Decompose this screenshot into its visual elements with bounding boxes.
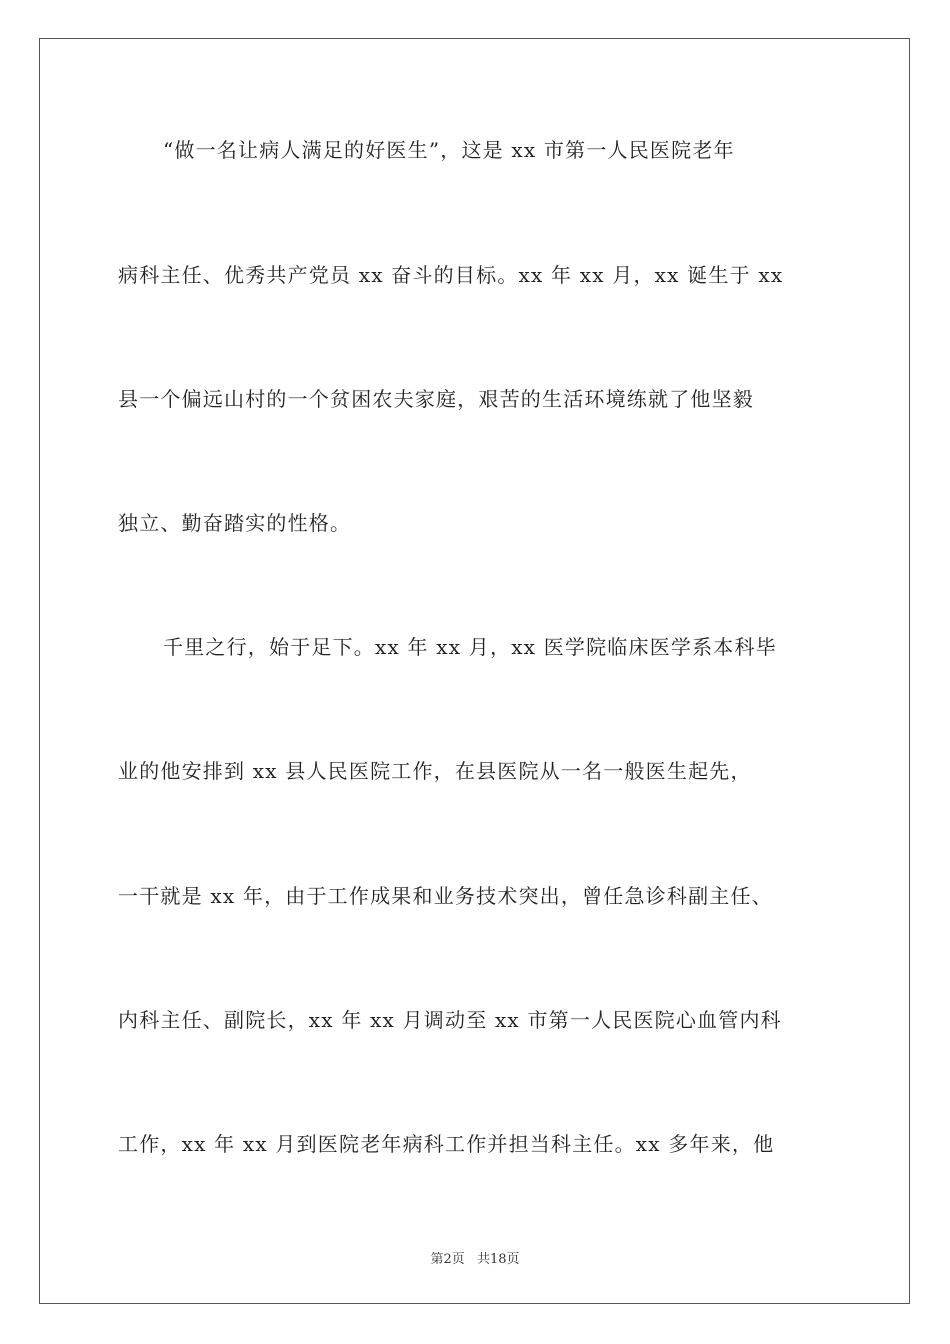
page-border xyxy=(39,38,910,1304)
paragraph-line: “做一名让病人满足的好医生”，这是 xx 市第一人民医院老年 xyxy=(163,138,735,162)
paragraph-line: 工作，xx 年 xx 月到医院老年病科工作并担当科主任。xx 多年来，他 xyxy=(118,1132,775,1156)
paragraph-line: 病科主任、优秀共产党员 xx 奋斗的目标。xx 年 xx 月，xx 诞生于 xx xyxy=(118,263,784,287)
page-footer xyxy=(0,1248,950,1267)
page-total: 共18页 xyxy=(476,1252,520,1267)
paragraph-line: 业的他安排到 xx 县人民医院工作，在县医院从一名一般医生起先， xyxy=(118,759,752,783)
paragraph-line: 千里之行，始于足下。xx 年 xx 月，xx 医学院临床医学系本科毕 xyxy=(163,635,777,659)
page-number: 第2页 xyxy=(430,1252,465,1267)
paragraph-line: 独立、勤奋踏实的性格。 xyxy=(118,511,352,535)
paragraph-line: 一干就是 xx 年，由于工作成果和业务技术突出，曾任急诊科副主任、 xyxy=(118,884,773,908)
paragraph-line: 县一个偏远山村的一个贫困农夫家庭，艰苦的生活环境练就了他坚毅 xyxy=(118,387,754,411)
paragraph-line: 内科主任、副院长，xx 年 xx 月调动至 xx 市第一人民医院心血管内科 xyxy=(118,1008,782,1032)
